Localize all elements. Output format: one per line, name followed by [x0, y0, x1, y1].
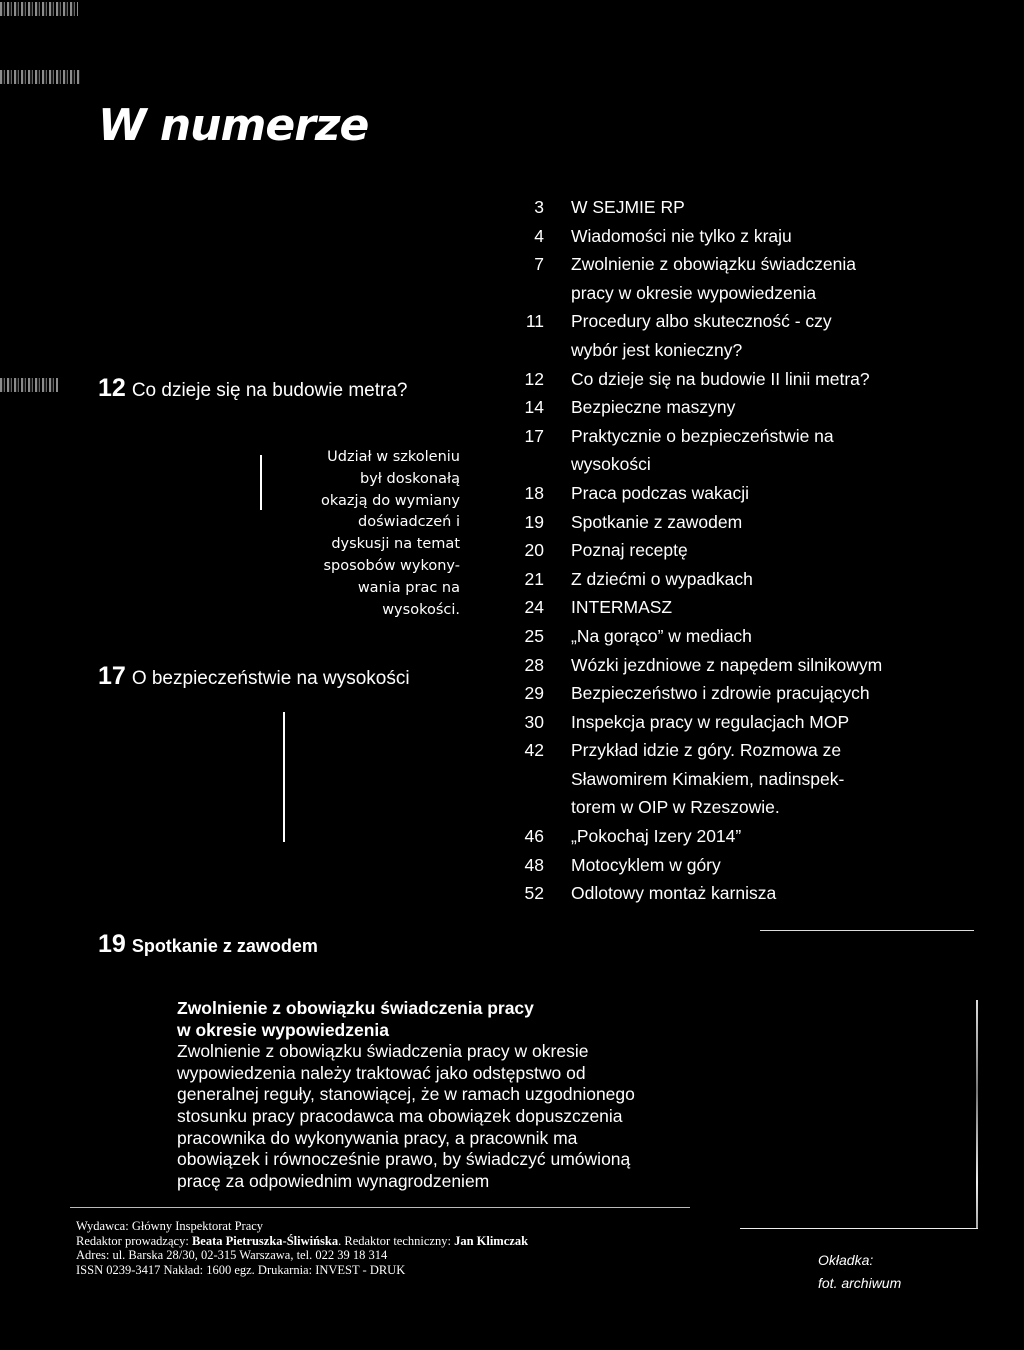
toc-row[interactable]: [500, 250, 960, 279]
credits-editors: [76, 1234, 696, 1249]
cover-label: Okładka:: [818, 1252, 874, 1268]
toc-page: 52: [524, 883, 544, 904]
quote-line: był doskonałą: [360, 470, 460, 487]
toc-page: 28: [524, 654, 544, 675]
quote-line: sposobów wykony-: [323, 557, 460, 574]
toc-title: Poznaj receptę: [571, 540, 688, 561]
toc-page: 19: [524, 511, 544, 532]
toc-title: Bezpieczne maszyny: [571, 397, 736, 418]
toc-row[interactable]: [500, 393, 960, 422]
toc-title: Spotkanie z zawodem: [571, 511, 743, 532]
toc-row[interactable]: [500, 822, 960, 851]
divider-right: [760, 930, 974, 931]
feature-19[interactable]: [98, 930, 318, 959]
toc-page: 18: [524, 482, 544, 503]
toc-row[interactable]: [500, 593, 960, 622]
toc-row[interactable]: [500, 851, 960, 880]
feature-number: 19: [98, 930, 126, 958]
toc-page: 46: [524, 826, 544, 847]
publisher-credits: [76, 1219, 696, 1278]
toc-title: Inspekcja pracy w regulacjach MOP: [571, 711, 850, 732]
summary-line: stosunku pracy pracodawca ma obowiązek dopuszczenia: [177, 1105, 623, 1126]
toc-page: 29: [524, 683, 544, 704]
quote-rule: [260, 455, 262, 510]
summary-title-line: Zwolnienie z obowiązku świadczenia pracy: [177, 998, 534, 1018]
toc-row[interactable]: [500, 307, 960, 336]
toc-row[interactable]: [500, 708, 960, 737]
toc-row[interactable]: [500, 222, 960, 251]
summary-line: obowiązek i równocześnie prawo, by świadczyć umówioną: [177, 1149, 631, 1170]
toc-row[interactable]: [500, 422, 960, 451]
quote-line: okazją do wymiany: [321, 492, 460, 509]
toc-page: [500, 450, 571, 479]
feature-12[interactable]: [98, 374, 407, 403]
toc-title: wysokości: [571, 454, 651, 475]
scan-artifact-top: [0, 2, 78, 16]
toc-page: 12: [524, 368, 544, 389]
toc-row[interactable]: [500, 365, 960, 394]
toc-title: Praca podczas wakacji: [571, 482, 749, 503]
toc-page: 3: [534, 197, 544, 217]
toc-page: 17: [524, 425, 544, 446]
toc-title: torem w OIP w Rzeszowie.: [571, 797, 780, 818]
summary-title: [177, 998, 717, 1041]
cover-frame-bottom: [740, 1228, 978, 1229]
toc-page: [500, 279, 571, 308]
toc-title: INTERMASZ: [571, 597, 673, 618]
quote-line: wania prac na: [357, 579, 460, 596]
toc-title: Co dzieje się na budowie II linii metra?: [571, 368, 870, 389]
credits-issn: ISSN 0239-3417 Nakład: 1600 egz. Drukarnia: INVEST - DRUK: [76, 1263, 406, 1278]
toc-row[interactable]: [500, 793, 960, 822]
toc-row[interactable]: [500, 736, 960, 765]
editor-name: Beata Pietruszka-Śliwińska: [191, 1233, 339, 1248]
toc-page: [500, 793, 571, 822]
toc-row[interactable]: [500, 765, 960, 794]
feature-17[interactable]: [98, 662, 410, 691]
cover-frame-edge: [976, 1000, 978, 1228]
quote-line: Udział w szkoleniu: [327, 449, 460, 465]
toc-page: 42: [524, 740, 544, 761]
feature-title: O bezpieczeństwie na wysokości: [131, 668, 410, 689]
toc-page: 21: [524, 568, 544, 589]
toc-row[interactable]: [500, 651, 960, 680]
toc-page: 4: [534, 225, 544, 246]
toc-row[interactable]: [500, 536, 960, 565]
toc-page: 14: [524, 397, 544, 418]
toc-page: 7: [534, 254, 544, 275]
toc-title: „Na gorąco” w mediach: [571, 625, 752, 646]
toc-row[interactable]: [500, 879, 960, 908]
quote-line: doświadczeń i: [358, 514, 460, 531]
tech-editor-prefix: . Redaktor techniczny:: [338, 1233, 455, 1248]
toc-page: 30: [524, 711, 544, 732]
cover-credit: fot. archiwum: [818, 1275, 902, 1291]
toc-title: wybór jest konieczny?: [571, 339, 743, 360]
toc-title: Praktycznie o bezpieczeństwie na: [571, 425, 834, 446]
toc-title: Przykład idzie z góry. Rozmowa ze: [571, 740, 842, 761]
table-of-contents: [500, 193, 960, 908]
toc-title: Wiadomości nie tylko z kraju: [571, 225, 792, 246]
toc-title: Bezpieczeństwo i zdrowie pracujących: [571, 683, 870, 704]
quote-line: dyskusji na temat: [331, 536, 460, 553]
toc-title: Zwolnienie z obowiązku świadczenia: [571, 254, 857, 275]
toc-row[interactable]: [500, 450, 960, 479]
photo-edge-line: [283, 712, 285, 842]
toc-title: Sławomirem Kimakiem, nadinspek-: [571, 768, 845, 789]
toc-page: 25: [524, 625, 544, 646]
pull-quote: [290, 447, 460, 621]
toc-page: 20: [524, 540, 544, 561]
toc-row[interactable]: [500, 679, 960, 708]
credits-divider: [70, 1207, 690, 1208]
toc-title: W SEJMIE RP: [571, 197, 685, 217]
toc-title: Odlotowy montaż karnisza: [571, 883, 777, 904]
toc-title: Motocyklem w góry: [571, 854, 721, 875]
toc-page: 48: [524, 854, 544, 875]
toc-page: [500, 336, 571, 365]
toc-title: Procedury albo skuteczność - czy: [571, 311, 832, 332]
summary-title-line: w okresie wypowiedzenia: [177, 1019, 390, 1040]
toc-title: Z dziećmi o wypadkach: [571, 568, 753, 589]
credits-address: Adres: ul. Barska 28/30, 02-315 Warszawa, tel. 022 39 18 314: [76, 1248, 388, 1263]
summary-line: generalnej reguły, stanowiącej, że w ramach uzgodnionego: [177, 1084, 635, 1105]
toc-page: 24: [524, 597, 544, 618]
feature-number: 12: [98, 374, 126, 402]
toc-title: pracy w okresie wypowiedzenia: [571, 282, 817, 303]
scan-artifact-second: [0, 70, 80, 84]
tech-editor-name: Jan Klimczak: [454, 1233, 529, 1248]
toc-row[interactable]: [500, 508, 960, 537]
page-title: W numerze: [98, 100, 369, 151]
summary-line: wypowiedzenia należy traktować jako odstępstwo od: [177, 1062, 586, 1083]
feature-title: Co dzieje się na budowie metra?: [131, 380, 408, 401]
toc-title: Wózki jezdniowe z napędem silnikowym: [571, 654, 883, 675]
summary-line: pracownika do wykonywania pracy, a pracownik ma: [177, 1127, 578, 1148]
toc-row[interactable]: [500, 279, 960, 308]
toc-page: [500, 765, 571, 794]
feature-number: 17: [98, 662, 126, 690]
toc-row[interactable]: [500, 193, 960, 222]
quote-line: wysokości.: [382, 601, 460, 618]
scan-artifact-left: [0, 378, 58, 392]
toc-page: 11: [525, 311, 544, 332]
editor-prefix: Redaktor prowadzący:: [76, 1233, 192, 1248]
toc-row[interactable]: [500, 565, 960, 594]
toc-title: „Pokochaj Izery 2014”: [571, 826, 742, 847]
feature-title: Spotkanie z zawodem: [131, 936, 318, 956]
toc-row[interactable]: [500, 336, 960, 365]
summary-line: pracę za odpowiednim wynagrodzeniem: [177, 1170, 490, 1191]
credits-publisher: Wydawca: Główny Inspektorat Pracy: [76, 1219, 264, 1233]
summary-line: Zwolnienie z obowiązku świadczenia pracy w okresie: [177, 1041, 589, 1062]
toc-row[interactable]: [500, 622, 960, 651]
toc-row[interactable]: [500, 479, 960, 508]
article-summary[interactable]: [177, 998, 717, 1192]
